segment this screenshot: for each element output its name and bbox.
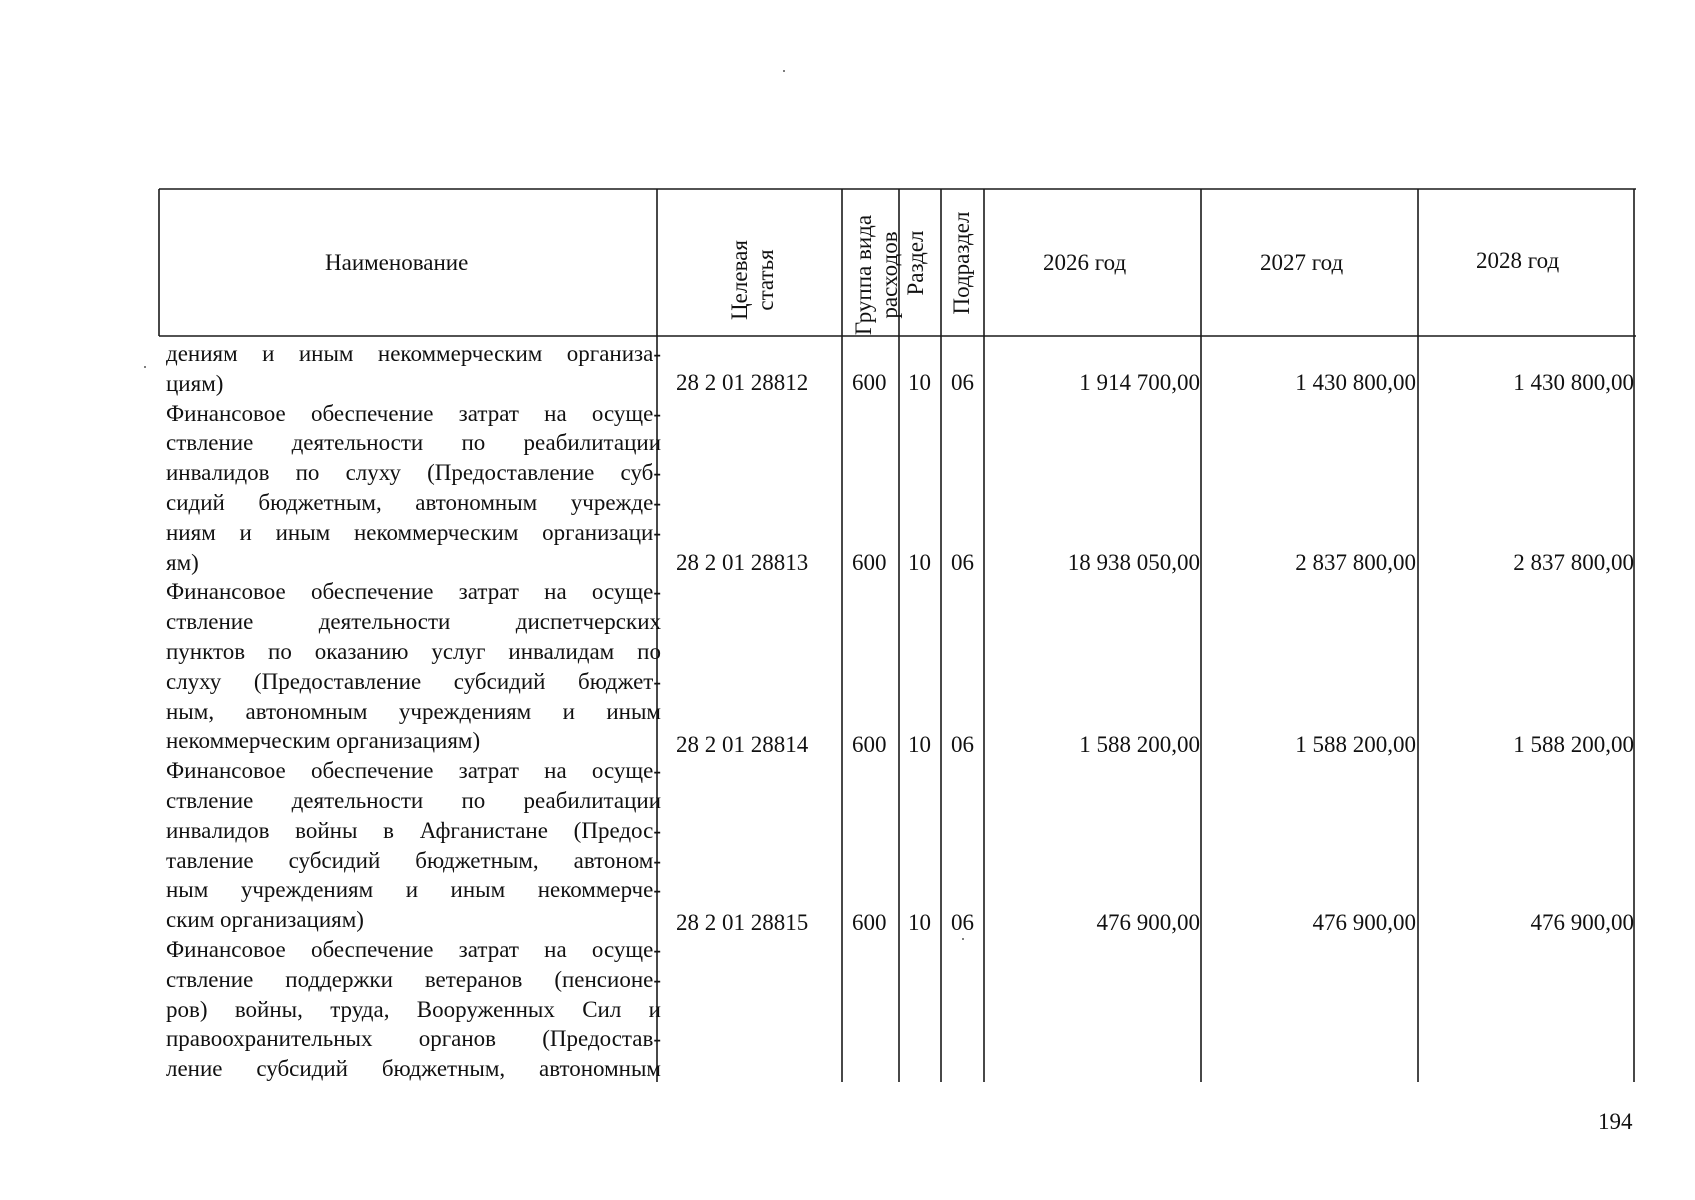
cell-2026: 476 900,00 bbox=[1096, 910, 1200, 935]
name-line: ным, автономным учреждениям и иным bbox=[166, 698, 661, 724]
name-line: пунктов по оказанию услуг инвалидам по bbox=[166, 639, 661, 664]
name-line: сидий бюджетным, автономным учрежде- bbox=[166, 490, 661, 515]
cell-2028: 1 430 800,00 bbox=[1513, 370, 1634, 395]
cell-section: 10 bbox=[908, 370, 931, 395]
cell-section: 10 bbox=[908, 910, 931, 935]
scan-speck bbox=[783, 70, 785, 72]
header-subsection: Подраздел bbox=[949, 211, 974, 315]
header-target-line2: статья bbox=[753, 249, 778, 311]
name-line: ров) войны, труда, Вооруженных Сил и bbox=[166, 996, 661, 1022]
name-line: правоохранительных органов (Предостав- bbox=[166, 1026, 661, 1052]
header-group-line1: Группа вида bbox=[851, 214, 876, 336]
cell-section: 10 bbox=[908, 550, 931, 575]
cell-target: 28 2 01 28815 bbox=[676, 910, 809, 935]
name-line: ствление деятельности диспетчерских bbox=[166, 609, 661, 635]
name-line: слуху (Предоставление субсидий бюджет- bbox=[166, 668, 661, 694]
cell-2027: 1 430 800,00 bbox=[1295, 370, 1416, 395]
name-line: ским организациям) bbox=[166, 907, 364, 933]
cell-2028: 1 588 200,00 bbox=[1513, 732, 1634, 757]
header-group-line2: расходов bbox=[877, 231, 902, 319]
cell-2027: 476 900,00 bbox=[1312, 910, 1416, 935]
cell-subsection: 06 bbox=[951, 370, 974, 395]
name-line: ям) bbox=[166, 549, 199, 575]
scan-speck bbox=[144, 366, 146, 368]
header-section: Раздел bbox=[903, 230, 928, 296]
name-line: циям) bbox=[166, 370, 224, 396]
header-name: Наименование bbox=[325, 250, 469, 275]
cell-group: 600 bbox=[852, 910, 887, 935]
header-target-line1: Целевая bbox=[727, 240, 752, 320]
cell-2028: 476 900,00 bbox=[1530, 910, 1634, 935]
cell-subsection: 06 bbox=[951, 910, 974, 935]
cell-target: 28 2 01 28814 bbox=[676, 732, 809, 757]
cell-subsection: 06 bbox=[951, 550, 974, 575]
cell-2026: 1 914 700,00 bbox=[1079, 370, 1200, 395]
cell-section: 10 bbox=[908, 732, 931, 757]
name-line: ным учреждениям и иным некоммерче- bbox=[166, 877, 661, 903]
cell-subsection: 06 bbox=[951, 732, 974, 757]
cell-target: 28 2 01 28812 bbox=[676, 370, 809, 395]
name-line: инвалидов войны в Афганистане (Предос- bbox=[166, 817, 661, 843]
header-2027: 2027 год bbox=[1260, 250, 1344, 275]
cell-2026: 1 588 200,00 bbox=[1079, 732, 1200, 757]
cell-group: 600 bbox=[852, 732, 887, 757]
page-number: 194 bbox=[1598, 1109, 1633, 1134]
name-line: ниям и иным некоммерческим организаци- bbox=[166, 519, 661, 545]
cell-target: 28 2 01 28813 bbox=[676, 550, 809, 575]
cell-2027: 2 837 800,00 bbox=[1295, 550, 1416, 575]
name-line: ствление деятельности по реабилитации bbox=[166, 788, 661, 813]
name-line: дениям и иным некоммерческим организа- bbox=[166, 341, 661, 366]
cell-2028: 2 837 800,00 bbox=[1513, 550, 1634, 575]
header-2028: 2028 год bbox=[1476, 248, 1560, 273]
name-line: тавление субсидий бюджетным, автоном- bbox=[166, 847, 661, 873]
cell-2026: 18 938 050,00 bbox=[1067, 550, 1200, 575]
header-group bbox=[851, 204, 903, 346]
header-2026: 2026 год bbox=[1043, 250, 1127, 275]
name-line: некоммерческим организациям) bbox=[166, 728, 481, 754]
cell-2027: 1 588 200,00 bbox=[1295, 732, 1416, 757]
name-line: Финансовое обеспечение затрат на осуще- bbox=[166, 937, 661, 962]
name-line: ление субсидий бюджетным, автономным bbox=[166, 1056, 661, 1082]
name-line: ствление деятельности по реабилитации bbox=[166, 430, 661, 456]
name-line: Финансовое обеспечение затрат на осуще- bbox=[166, 758, 661, 784]
name-line: Финансовое обеспечение затрат на осуще- bbox=[166, 579, 661, 605]
header-target bbox=[727, 215, 787, 345]
name-line: Финансовое обеспечение затрат на осуще- bbox=[166, 400, 661, 426]
name-line: ствление поддержки ветеранов (пенсионе- bbox=[166, 966, 661, 992]
cell-group: 600 bbox=[852, 370, 887, 395]
cell-group: 600 bbox=[852, 550, 887, 575]
name-line: инвалидов по слуху (Предоставление суб- bbox=[166, 460, 661, 486]
scan-speck bbox=[962, 938, 964, 940]
